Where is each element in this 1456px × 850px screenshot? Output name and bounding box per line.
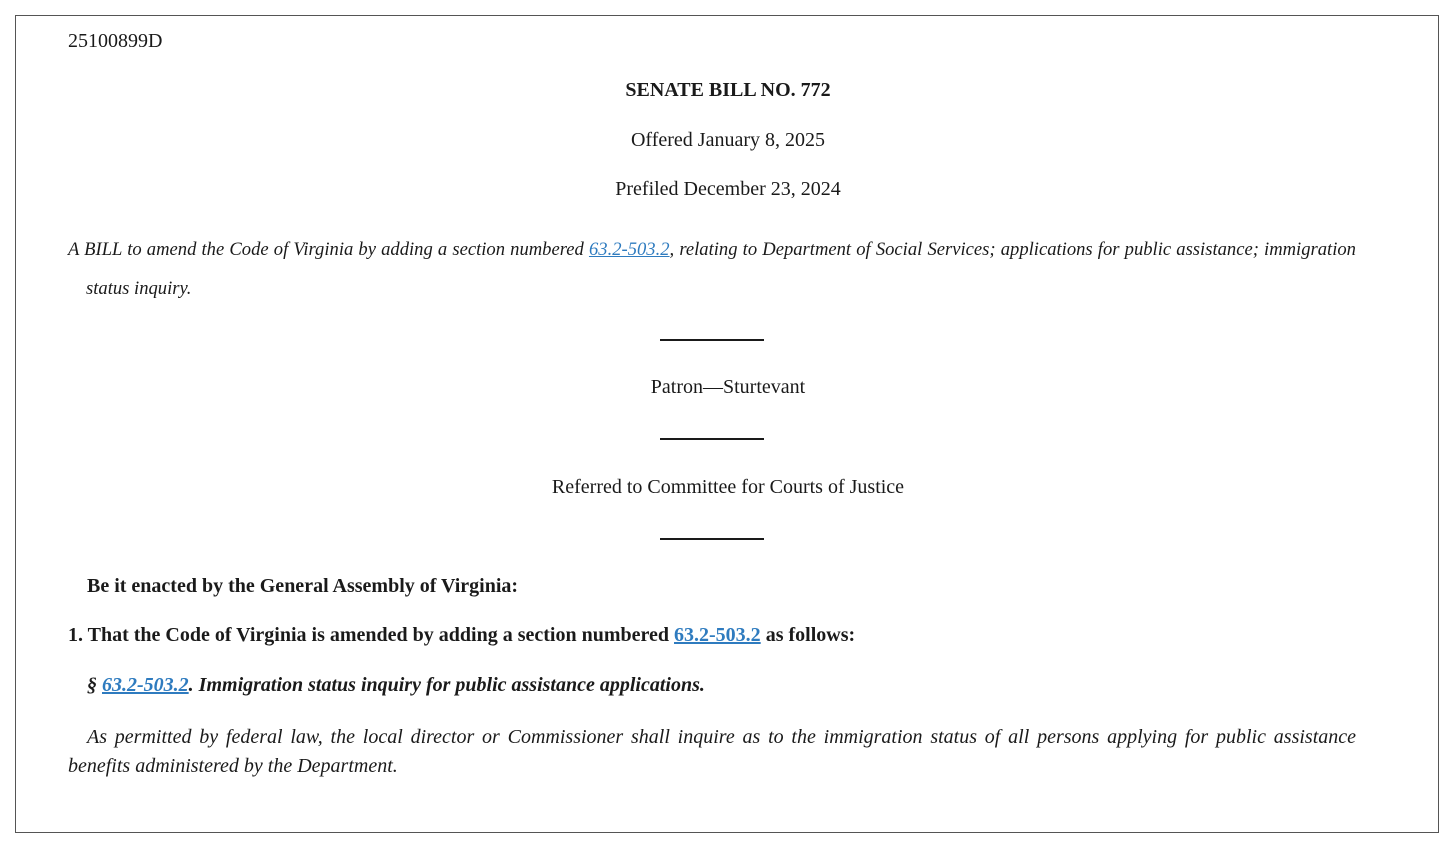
- offered-date: Offered January 8, 2025: [630, 129, 825, 151]
- bill-title: SENATE BILL NO. 772: [625, 79, 831, 101]
- summary-section-link[interactable]: 63.2-503.2: [588, 239, 670, 260]
- section-heading-link[interactable]: 63.2-503.2: [102, 674, 189, 696]
- section-one-link[interactable]: 63.2-503.2: [674, 624, 761, 646]
- section-one: [68, 624, 855, 647]
- divider-line: [660, 438, 764, 440]
- section-body: As permitted by federal law, the local director or Commissioner shall inquire as to the immigration status of all persons applying for public assistance benefits administered by the Department.: [68, 726, 1356, 777]
- section-heading: [87, 674, 705, 697]
- section-one-text-before: 1. That the Code of Virginia is amended by adding a section numbered: [68, 624, 675, 646]
- section-symbol: §: [87, 674, 102, 696]
- patron: Patron—Sturtevant: [650, 376, 806, 398]
- bill-summary: [68, 230, 1356, 308]
- summary-text-after: , relating to Department of Social Services; applications for public assistance; immigration status inquiry.: [86, 239, 1356, 299]
- prefiled-date: Prefiled December 23, 2024: [615, 178, 841, 200]
- enactment-clause: Be it enacted by the General Assembly of Virginia:: [87, 575, 519, 597]
- document-frame: [15, 15, 1439, 833]
- committee-referral: Referred to Committee for Courts of Justice: [551, 476, 905, 498]
- section-heading-title: . Immigration status inquiry for public assistance applications.: [188, 674, 705, 696]
- summary-text-before: A BILL to amend the Code of Virginia by adding a section numbered: [68, 239, 589, 260]
- divider-line: [660, 339, 764, 341]
- divider-line: [660, 538, 764, 540]
- section-one-text-after: as follows:: [760, 624, 856, 646]
- bill-id: 25100899D: [68, 30, 163, 52]
